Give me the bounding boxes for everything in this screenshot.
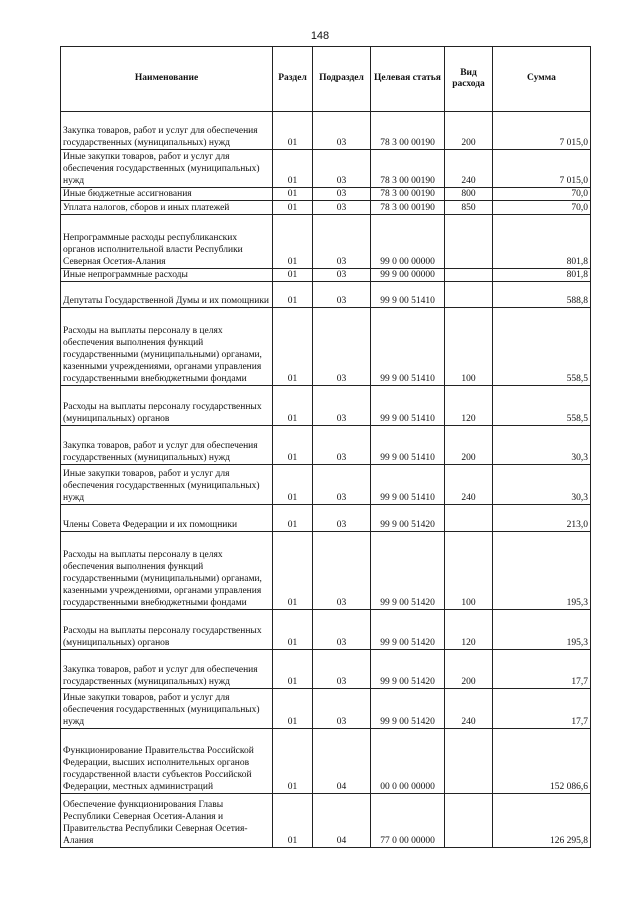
row-target: 00 0 00 00000 <box>371 729 445 794</box>
row-sum: 801,8 <box>493 215 591 269</box>
row-target: 99 9 00 51410 <box>371 426 445 465</box>
row-sum: 7 015,0 <box>493 112 591 150</box>
table-row <box>61 610 591 650</box>
row-subsection: 03 <box>313 269 371 282</box>
row-name: Расходы на выплаты персоналу государственных (муниципальных) органов <box>61 386 273 426</box>
row-target: 99 9 00 00000 <box>371 269 445 282</box>
row-kind <box>445 505 493 532</box>
table-row <box>61 426 591 465</box>
row-name: Закупка товаров, работ и услуг для обеспечения государственных (муниципальных) нужд <box>61 426 273 465</box>
header-sum: Сумма <box>493 47 591 112</box>
row-target: 99 9 00 51410 <box>371 308 445 386</box>
row-sum: 70,0 <box>493 188 591 201</box>
row-section: 01 <box>273 308 313 386</box>
row-sum: 558,5 <box>493 308 591 386</box>
row-section: 01 <box>273 201 313 215</box>
table-row <box>61 215 591 269</box>
table-row <box>61 532 591 610</box>
row-kind <box>445 794 493 848</box>
row-name: Закупка товаров, работ и услуг для обеспечения государственных (муниципальных) нужд <box>61 112 273 150</box>
row-sum: 558,5 <box>493 386 591 426</box>
row-section: 01 <box>273 794 313 848</box>
row-subsection: 03 <box>313 188 371 201</box>
row-subsection: 03 <box>313 505 371 532</box>
row-kind: 100 <box>445 308 493 386</box>
row-target: 78 3 00 00190 <box>371 188 445 201</box>
row-sum: 152 086,6 <box>493 729 591 794</box>
row-target: 99 9 00 51420 <box>371 650 445 689</box>
row-kind: 100 <box>445 532 493 610</box>
table-row <box>61 794 591 848</box>
row-name: Расходы на выплаты персоналу в целях обеспечения выполнения функций государственными (муниципальными) органами, казенными учреждениями, органами управления государственными внебюджетными фондами <box>61 532 273 610</box>
row-kind: 240 <box>445 689 493 729</box>
table-row <box>61 269 591 282</box>
row-sum: 17,7 <box>493 689 591 729</box>
table-row <box>61 150 591 188</box>
table-row <box>61 188 591 201</box>
row-kind: 120 <box>445 610 493 650</box>
row-kind: 200 <box>445 426 493 465</box>
row-name: Члены Совета Федерации и их помощники <box>61 505 273 532</box>
row-kind: 200 <box>445 650 493 689</box>
row-name: Уплата налогов, сборов и иных платежей <box>61 201 273 215</box>
row-sum: 7 015,0 <box>493 150 591 188</box>
table-row <box>61 650 591 689</box>
row-kind: 120 <box>445 386 493 426</box>
row-name: Непрограммные расходы республиканских органов исполнительной власти Республики Северная Осетия-Алания <box>61 215 273 269</box>
row-sum: 213,0 <box>493 505 591 532</box>
row-kind <box>445 215 493 269</box>
page-number: 148 <box>310 30 330 42</box>
row-target: 78 3 00 00190 <box>371 112 445 150</box>
row-kind: 800 <box>445 188 493 201</box>
row-name: Обеспечение функционирования Главы Республики Северная Осетия-Алания и Правительства Республики Северная Осетия-Алания <box>61 794 273 848</box>
header-name: Наименование <box>61 47 273 112</box>
row-name: Иные бюджетные ассигнования <box>61 188 273 201</box>
row-section: 01 <box>273 386 313 426</box>
row-target: 99 9 00 51410 <box>371 282 445 308</box>
row-kind: 240 <box>445 465 493 505</box>
row-subsection: 04 <box>313 794 371 848</box>
row-target: 99 0 00 00000 <box>371 215 445 269</box>
row-section: 01 <box>273 188 313 201</box>
row-name: Расходы на выплаты персоналу в целях обеспечения выполнения функций государственными (муниципальными) органами, казенными учреждениями, органами управления государственными внебюджетными фондами <box>61 308 273 386</box>
table-row <box>61 505 591 532</box>
row-sum: 126 295,8 <box>493 794 591 848</box>
row-subsection: 03 <box>313 112 371 150</box>
header-section: Раздел <box>273 47 313 112</box>
header-target: Целевая статья <box>371 47 445 112</box>
row-subsection: 03 <box>313 201 371 215</box>
table-row <box>61 201 591 215</box>
row-kind: 240 <box>445 150 493 188</box>
table-row <box>61 729 591 794</box>
table-row <box>61 689 591 729</box>
row-kind: 200 <box>445 112 493 150</box>
row-name: Иные закупки товаров, работ и услуг для обеспечения государственных (муниципальных) нужд <box>61 150 273 188</box>
budget-table <box>60 46 591 848</box>
row-target: 99 9 00 51410 <box>371 386 445 426</box>
row-section: 01 <box>273 532 313 610</box>
row-section: 01 <box>273 150 313 188</box>
row-section: 01 <box>273 215 313 269</box>
row-section: 01 <box>273 282 313 308</box>
row-sum: 195,3 <box>493 532 591 610</box>
row-sum: 30,3 <box>493 426 591 465</box>
row-target: 99 9 00 51420 <box>371 505 445 532</box>
row-subsection: 03 <box>313 386 371 426</box>
row-name: Иные непрограммные расходы <box>61 269 273 282</box>
row-name: Закупка товаров, работ и услуг для обеспечения государственных (муниципальных) нужд <box>61 650 273 689</box>
row-sum: 801,8 <box>493 269 591 282</box>
row-sum: 195,3 <box>493 610 591 650</box>
row-name: Расходы на выплаты персоналу государственных (муниципальных) органов <box>61 610 273 650</box>
row-kind <box>445 282 493 308</box>
row-sum: 588,8 <box>493 282 591 308</box>
row-subsection: 03 <box>313 150 371 188</box>
table-row <box>61 465 591 505</box>
row-name: Иные закупки товаров, работ и услуг для обеспечения государственных (муниципальных) нужд <box>61 689 273 729</box>
row-kind <box>445 269 493 282</box>
row-sum: 17,7 <box>493 650 591 689</box>
row-subsection: 03 <box>313 689 371 729</box>
row-section: 01 <box>273 426 313 465</box>
row-section: 01 <box>273 465 313 505</box>
row-section: 01 <box>273 269 313 282</box>
row-subsection: 03 <box>313 308 371 386</box>
row-section: 01 <box>273 729 313 794</box>
row-subsection: 03 <box>313 465 371 505</box>
row-section: 01 <box>273 112 313 150</box>
header-kind: Вид расхода <box>445 47 493 112</box>
row-target: 77 0 00 00000 <box>371 794 445 848</box>
table-header-row <box>61 47 591 112</box>
table-row <box>61 282 591 308</box>
row-target: 78 3 00 00190 <box>371 201 445 215</box>
row-target: 99 9 00 51410 <box>371 465 445 505</box>
table-row <box>61 386 591 426</box>
row-section: 01 <box>273 505 313 532</box>
row-sum: 30,3 <box>493 465 591 505</box>
row-subsection: 03 <box>313 215 371 269</box>
row-kind: 850 <box>445 201 493 215</box>
row-target: 99 9 00 51420 <box>371 689 445 729</box>
row-subsection: 03 <box>313 650 371 689</box>
row-subsection: 03 <box>313 282 371 308</box>
table-row <box>61 112 591 150</box>
row-name: Депутаты Государственной Думы и их помощники <box>61 282 273 308</box>
row-subsection: 04 <box>313 729 371 794</box>
row-target: 99 9 00 51420 <box>371 610 445 650</box>
row-target: 99 9 00 51420 <box>371 532 445 610</box>
row-section: 01 <box>273 610 313 650</box>
row-subsection: 03 <box>313 610 371 650</box>
row-section: 01 <box>273 689 313 729</box>
row-name: Иные закупки товаров, работ и услуг для обеспечения государственных (муниципальных) нужд <box>61 465 273 505</box>
row-target: 78 3 00 00190 <box>371 150 445 188</box>
row-kind <box>445 729 493 794</box>
table-row <box>61 308 591 386</box>
row-section: 01 <box>273 650 313 689</box>
row-subsection: 03 <box>313 532 371 610</box>
header-subsection: Подраздел <box>313 47 371 112</box>
row-subsection: 03 <box>313 426 371 465</box>
row-sum: 70,0 <box>493 201 591 215</box>
row-name: Функционирование Правительства Российской Федерации, высших исполнительных органов государственной власти субъектов Российской Федерации, местных администраций <box>61 729 273 794</box>
